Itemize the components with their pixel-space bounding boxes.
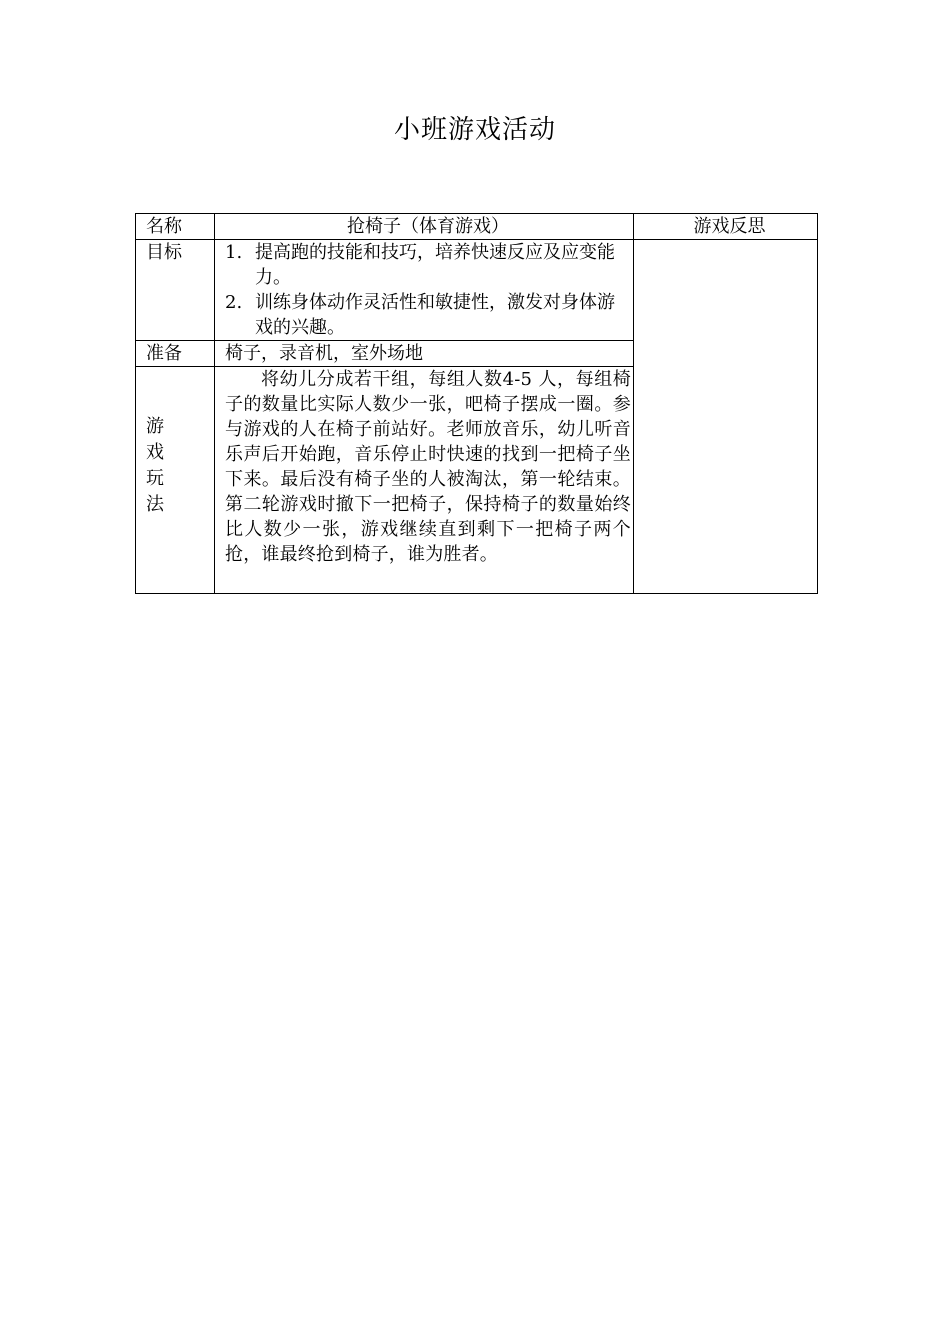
reflection-header-cell: 游戏反思 [634,214,818,240]
play-label [146,414,164,518]
header-row [136,214,818,240]
goal-item-text: 训练身体动作灵活性和敏捷性，激发对身体游戏的兴趣。 [255,292,615,338]
play-label-cell [136,367,215,594]
header-label-cell: 名称 [136,214,215,240]
reflection-cell [634,240,818,594]
page-title: 小班游戏活动 [393,115,556,145]
goal-item-number: 2. [225,292,243,313]
prep-content-cell: 椅子，录音机，室外场地 [215,341,634,367]
activity-table [135,213,818,594]
goal-item [225,290,631,340]
play-label-char: 法 [146,494,164,515]
goal-item-text: 提高跑的技能和技巧，培养快速反应及应变能力。 [255,242,615,288]
prep-label-cell: 准备 [136,341,215,367]
play-label-char: 游 [146,416,164,437]
goal-item-number: 1. [225,242,243,263]
play-content-cell [215,367,634,594]
goal-content-cell [215,240,634,341]
goal-item [225,240,631,290]
play-label-char: 玩 [146,468,164,489]
game-name-cell: 抢椅子（体育游戏） [215,214,634,240]
play-label-char: 戏 [146,442,164,463]
goal-list [225,240,631,340]
play-rules-text: 将幼儿分成若干组，每组人数4-5 人，每组椅子的数量比实际人数少一张，吧椅子摆成一圈。参与游戏的人在椅子前站好。老师放音乐，幼儿听音乐声后开始跑，音乐停止时快速的找到一把椅子坐下来。最后没有椅子坐的人被淘汰，第一轮结束。第二轮游戏时撤下一把椅子，保持椅子的数量始终比人数少一张，游戏继续直到剩下一把椅子两个抢，谁最终抢到椅子，谁为胜者。 [225,369,631,565]
goal-label-cell: 目标 [136,240,215,341]
goal-row [136,240,818,341]
